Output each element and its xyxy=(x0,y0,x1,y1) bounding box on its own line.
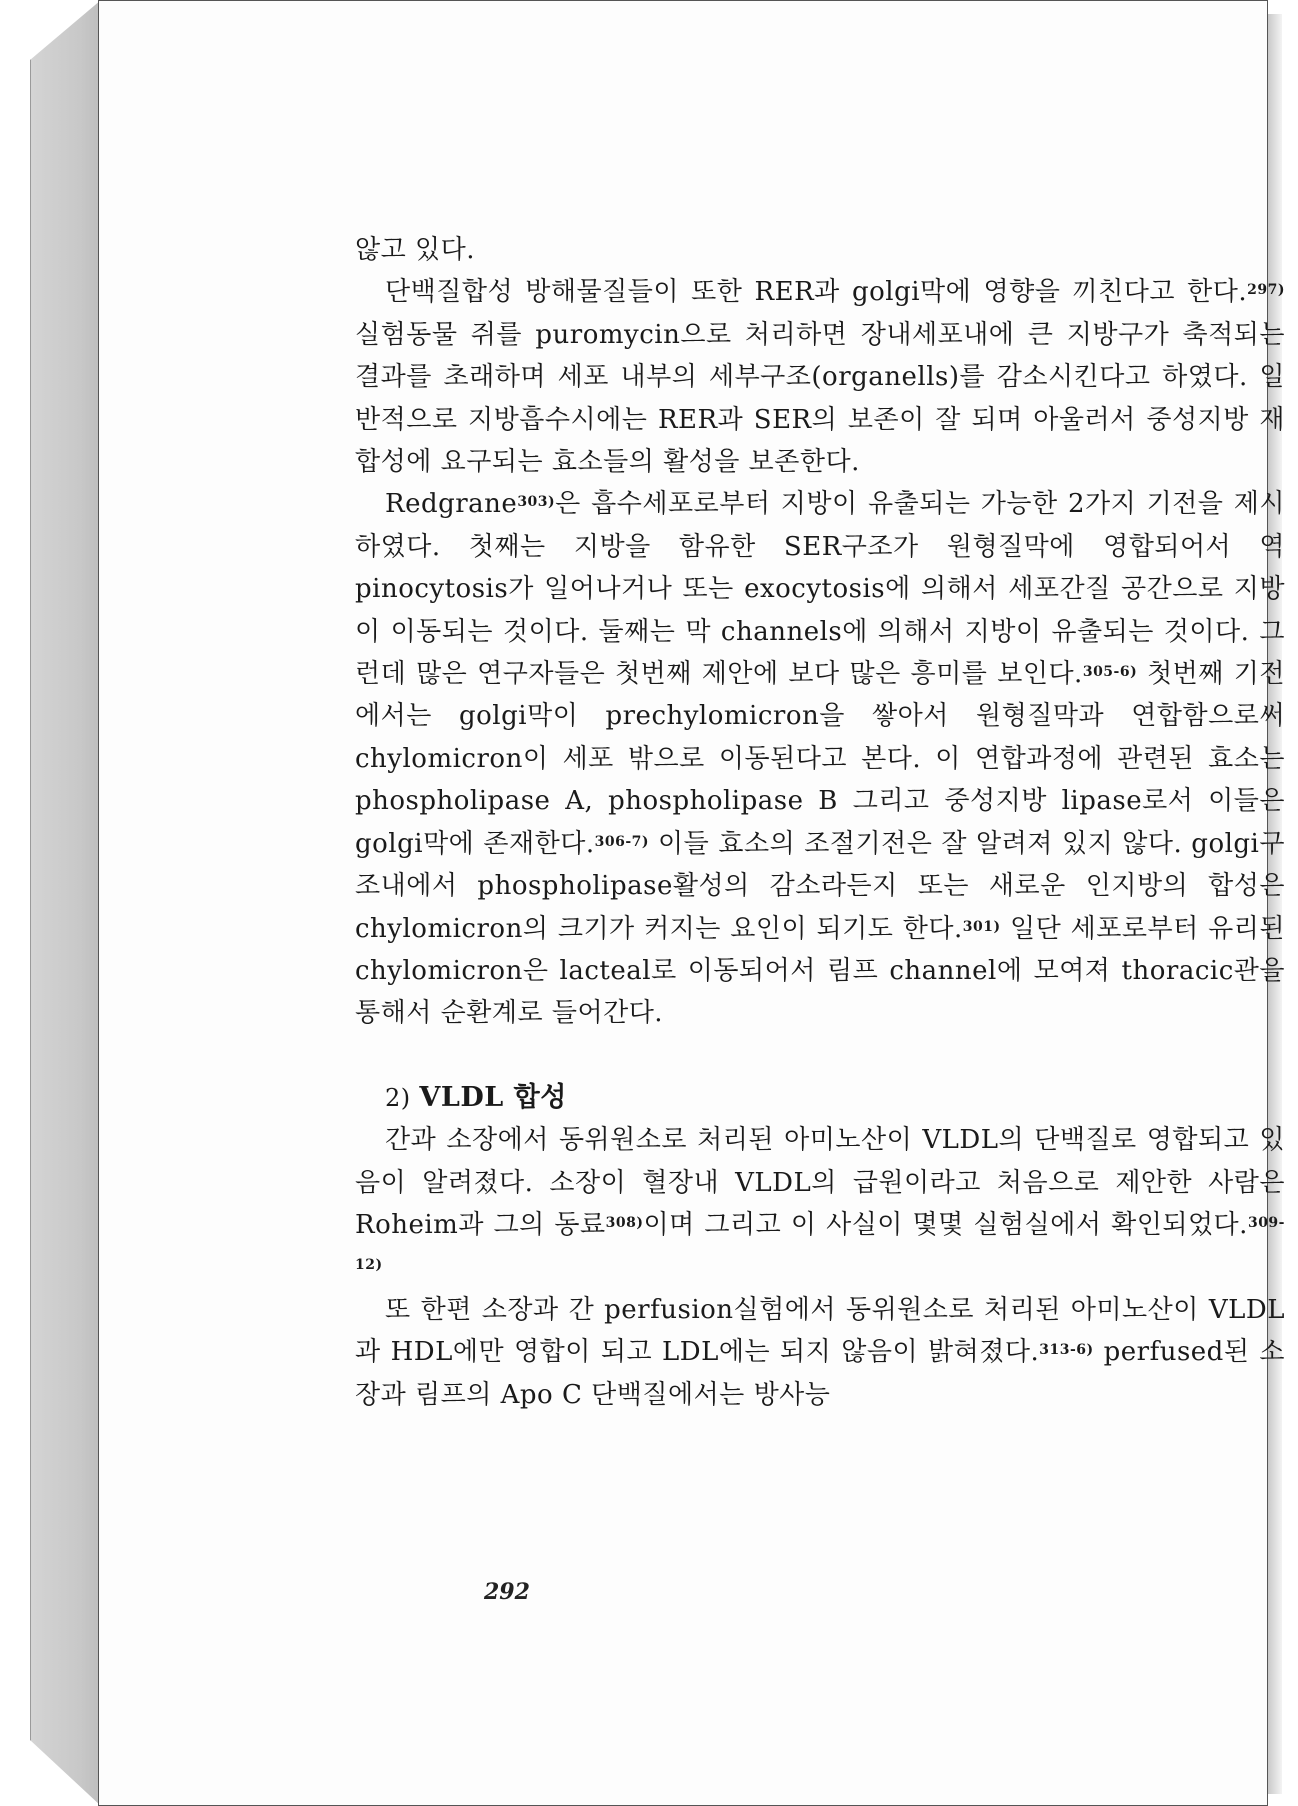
section-title: VLDL 합성 xyxy=(419,1081,567,1113)
paragraph-text: Redgrane xyxy=(385,489,518,520)
paragraph-text: 이들 효소의 조절기전은 잘 알려져 있지 않다. golgi구조내에서 phospholipase활성의 감소라든지 또는 새로운 인지방의 합성은 chylomicron의 크기가 커지는 요인이 되기도 한다. xyxy=(355,828,1285,944)
page-number: 292 xyxy=(484,1579,530,1605)
citation-superscript: 308) xyxy=(605,1214,644,1231)
paragraph-text: 또 한편 소장과 간 perfusion실험에서 동위원소로 처리된 아미노산이 VLDL과 HDL에만 영합이 되고 LDL에는 되지 않음이 밝혀졌다. xyxy=(355,1294,1285,1368)
citation-superscript: 309-12) xyxy=(355,1214,1285,1274)
paragraph-text: perfused된 소장과 림프의 Apo C 단백질에서는 방사능 xyxy=(355,1337,1285,1410)
paragraph-p3 xyxy=(355,1119,1285,1289)
book-page xyxy=(98,0,1285,1806)
paragraph-p4 xyxy=(355,1289,1285,1416)
paragraph-text: 단백질합성 방해물질들이 또한 RER과 golgi막에 영향을 끼친다고 한다. xyxy=(385,277,1248,308)
citation-superscript: 297) xyxy=(1247,282,1285,299)
paragraph-text: 일단 세포로부터 유리된 chylomicron은 lacteal로 이동되어서 림프 channel에 모여져 thoracic관을 통해서 순환계로 들어간다. xyxy=(355,913,1285,1029)
citation-superscript: 313-6) xyxy=(1039,1342,1094,1359)
citation-superscript: 306-7) xyxy=(594,833,649,850)
page-body xyxy=(355,229,1285,1416)
paragraph-p2 xyxy=(355,483,1285,1034)
paragraph-text: 간과 소장에서 동위원소로 처리된 아미노산이 VLDL의 단백질로 영합되고 있음이 알려졌다. 소장이 혈장내 VLDL의 급원이라고 처음으로 제안한 사람은 Roheim과 그의 동료 xyxy=(355,1125,1285,1240)
citation-superscript: 305-6) xyxy=(1082,664,1138,681)
paragraph-p0 xyxy=(355,229,1285,271)
paragraph-text: 실험동물 쥐를 puromycin으로 처리하면 장내세포내에 큰 지방구가 축적되는 결과를 초래하며 세포 내부의 세부구조(organells)를 감소시킨다고 하였다. 일반적으로 지방흡수시에는 RER과 SER의 보존이 잘 되며 아울러서 중성지방 재합성에 요구되는 효소들의 활성을 보존한다. xyxy=(355,319,1285,478)
section-heading xyxy=(355,1077,1285,1119)
section-number: 2) xyxy=(385,1083,411,1112)
citation-superscript: 303) xyxy=(517,494,556,511)
paragraph-text: 이며 그리고 이 사실이 몇몇 실험실에서 확인되었다. xyxy=(643,1209,1248,1240)
book-spine xyxy=(30,0,101,1806)
paragraphs-bottom xyxy=(355,1119,1285,1416)
paragraph-text: 첫번째 기전에서는 golgi막이 prechylomicron을 쌓아서 원형질막과 연합함으로써 chylomicron이 세포 밖으로 이동된다고 본다. 이 연합과정에 관련된 효소는 phospholipase A, phospholipase B 그리고 중성지방 lipase로서 이들은 golgi막에 존재한다. xyxy=(355,659,1285,859)
paragraph-text: 않고 있다. xyxy=(355,235,475,265)
paragraph-text: 은 흡수세포로부터 지방이 유출되는 가능한 2가지 기전을 제시하였다. 첫째는 지방을 함유한 SER구조가 원형질막에 영합되어서 역 pinocytosis가 일어나거나 또는 exocytosis에 의해서 세포간질 공간으로 지방이 이동되는 것이다. 둘째는 막 channels에 의해서 지방이 유출되는 것이다. 그런데 많은 연구자들은 첫번째 제안에 보다 많은 흥미를 보인다. xyxy=(355,489,1285,690)
citation-superscript: 301) xyxy=(962,918,1001,935)
paragraphs-top xyxy=(355,229,1285,1035)
paragraph-p1 xyxy=(355,271,1285,483)
